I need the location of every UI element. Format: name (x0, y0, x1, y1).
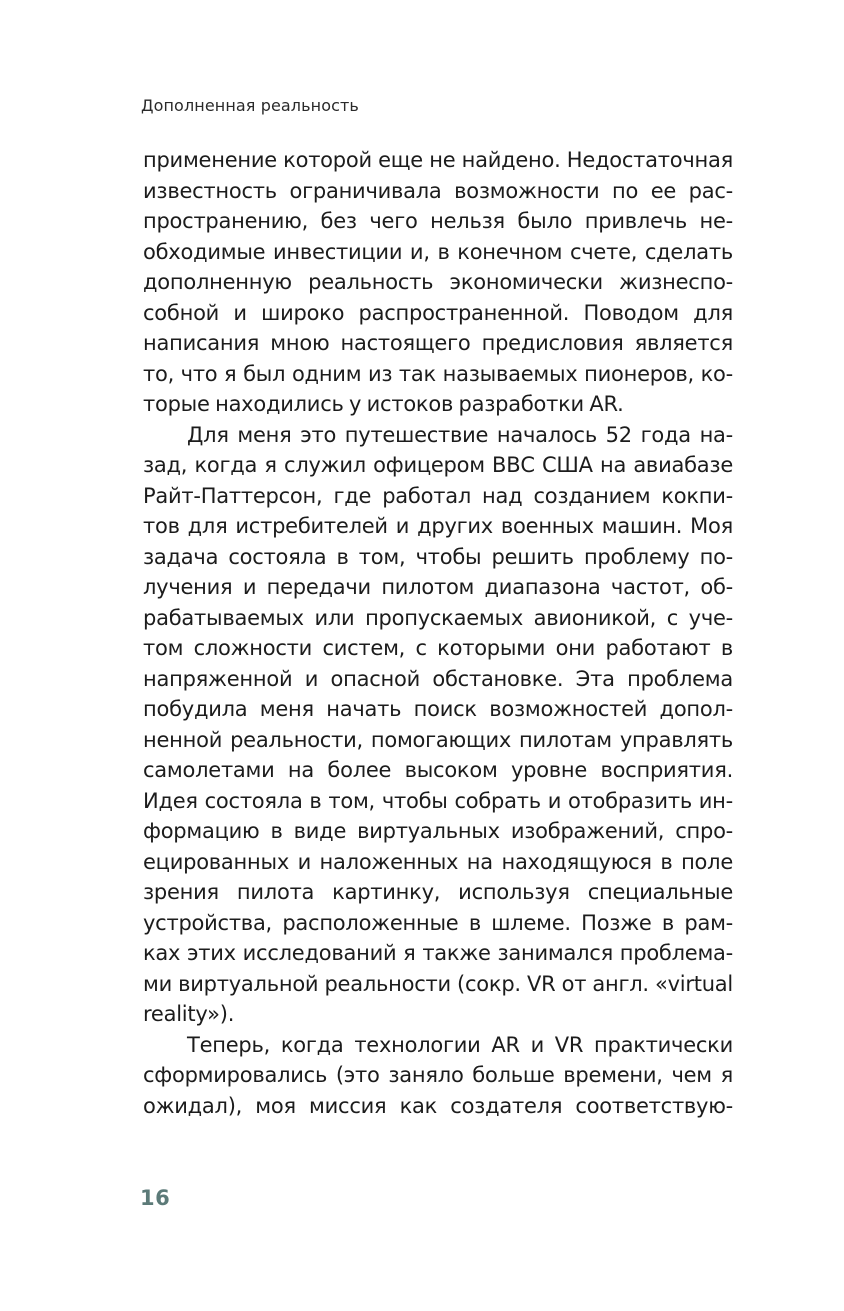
text-line: написания мною настоящего предисловия является (143, 331, 733, 355)
text-line: собной и широко распространенной. Поводом для (143, 300, 733, 325)
text-line: ненной реальности, помогающих пилотам управлять (143, 727, 733, 752)
text-line: Райт-Паттерсон, где работал над созданием кокпи- (143, 483, 733, 508)
text-line: дополненную реальность экономически жизнеспо- (143, 270, 733, 294)
text-line: применение которой еще не найдено. Недостаточная (143, 148, 733, 172)
text-line: сформировались (это заняло больше времени, чем я (143, 1063, 733, 1087)
text-line: reality»). (143, 1002, 235, 1026)
text-line: лучения и передачи пилотом диапазона частот, об- (143, 575, 733, 599)
paragraph (143, 145, 733, 420)
text-line: ми виртуальной реальности (сокр. VR от англ. «virtual (143, 971, 733, 996)
text-line: задача состояла в том, чтобы решить проблему по- (143, 544, 733, 569)
text-line: ках этих исследований я также занимался проблема- (143, 941, 733, 965)
text-line: самолетами на более высоком уровне восприятия. (143, 758, 733, 782)
text-line: рабатываемых или пропускаемых авионикой, с уче- (143, 605, 733, 630)
paragraph (143, 1030, 733, 1122)
text-line: зад, когда я служил офицером ВВС США на авиабазе (143, 453, 733, 477)
page-number: 16 (140, 1186, 171, 1210)
text-line: обходимые инвестиции и, в конечном счете, сделать (143, 239, 733, 264)
text-line: Для меня это путешествие началось 52 года на- (187, 422, 733, 447)
text-line: ожидал), моя миссия как создателя соответствую- (143, 1093, 733, 1118)
text-line: Теперь, когда технологии AR и VR практически (187, 1032, 733, 1057)
text-line: устройства, расположенные в шлеме. Позже в рам- (143, 910, 733, 935)
text-line: побудила меня начать поиск возможностей допол- (143, 697, 733, 721)
text-line: торые находились у истоков разработки AR. (143, 392, 624, 416)
text-line: тов для истребителей и других военных машин. Моя (143, 514, 733, 538)
text-line: напряженной и опасной обстановке. Эта проблема (143, 666, 733, 691)
text-line: формацию в виде виртуальных изображений, спро- (143, 819, 733, 843)
text-line: зрения пилота картинку, используя специальные (143, 880, 733, 904)
text-line: ецированных и наложенных на находящуюся в поле (143, 849, 733, 874)
text-line: пространению, без чего нельзя было привлечь не- (143, 209, 733, 233)
text-line: то, что я был одним из так называемых пионеров, ко- (143, 361, 733, 386)
text-line: том сложности систем, с которыми они работают в (143, 636, 733, 660)
text-line: известность ограничивала возможности по ее рас- (143, 178, 733, 203)
body-text (143, 145, 733, 1121)
text-line: Идея состояла в том, чтобы собрать и отобразить ин- (143, 788, 733, 813)
running-head: Дополненная реальность (141, 96, 359, 115)
paragraph (143, 420, 733, 1030)
